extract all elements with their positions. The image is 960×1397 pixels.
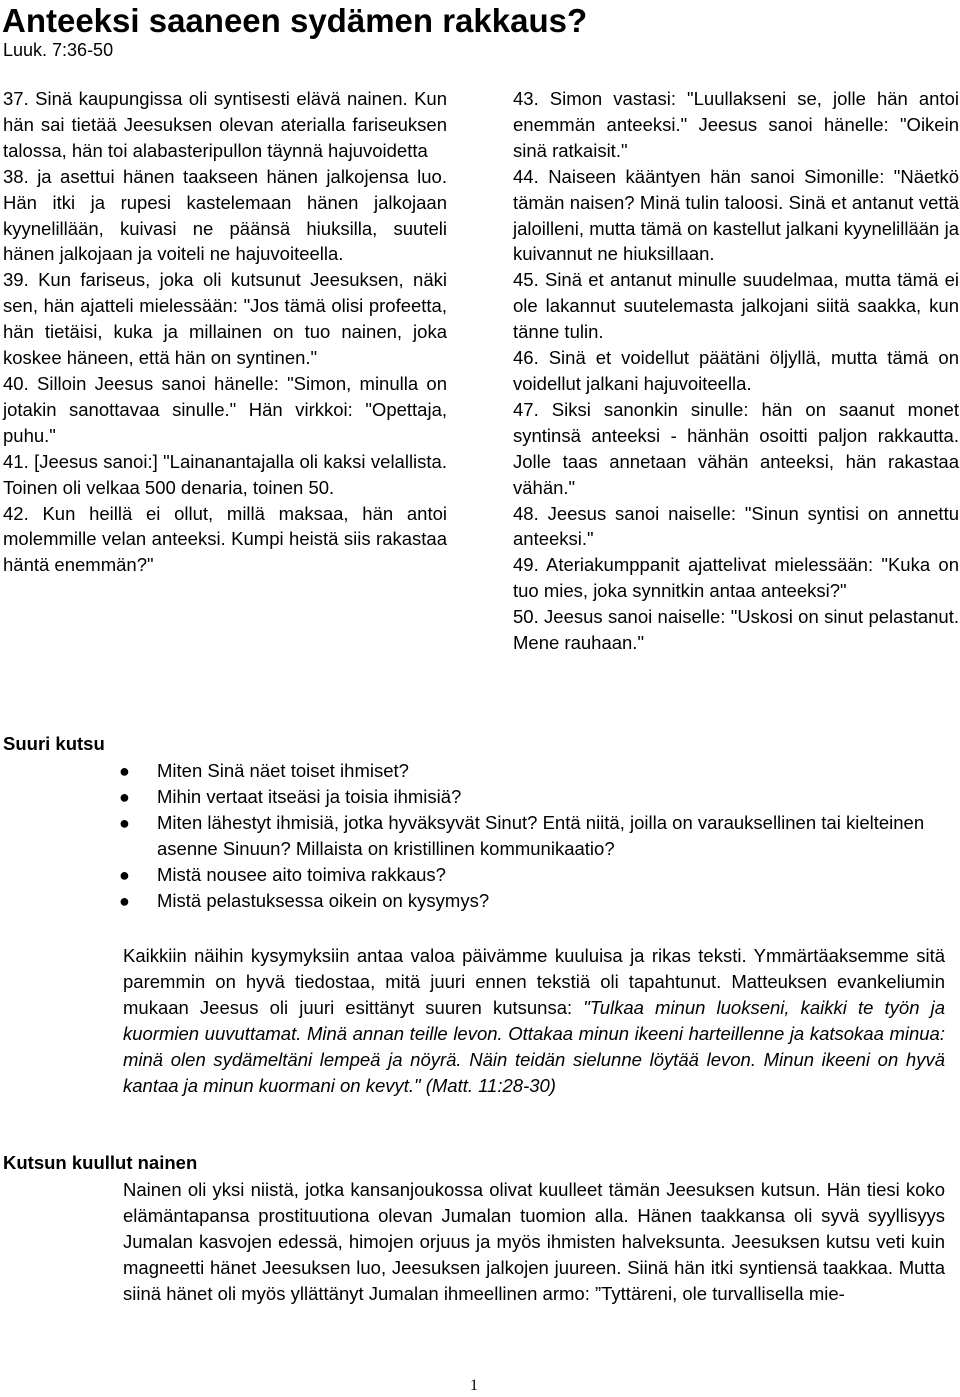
question-text: Miten lähestyt ihmisiä, jotka hyväksyvät Sinut? Entä niitä, joilla on varauksellinen tai kielteinen asenne Sinuun? Millaista on kristillinen kommunikaatio? [157,812,925,859]
verse-38: 38. ja asettui hänen taakseen hänen jalkojensa luo. Hän itki ja rupesi kastelemaan hänen jalkojaan kyynelillään, kuivasi ne päänsä hiuksilla, suuteli hänen jalkojaan ja voiteli ne hajuvoiteella. [3,165,447,265]
list-item [119,888,947,914]
verse-43: 43. Simon vastasi: "Luullakseni se, jolle hän antoi enemmän anteeksi." Jeesus sanoi hänelle: "Oikein sinä ratkaisit." [513,88,959,161]
list-item [119,810,947,862]
list-item [119,758,947,784]
scripture-reference: Luuk. 7:36-50 [3,40,114,60]
bullet-icon: ● [119,891,130,911]
intro-paragraph [123,943,945,1098]
question-text: Mihin vertaat itseäsi ja toisia ihmisiä? [157,786,462,807]
verse-50: 50. Jeesus sanoi naiselle: "Uskosi on sinut pelastanut. Mene rauhaan." [513,606,959,654]
verse-47: 47. Siksi sanonkin sinulle: hän on saanut monet syntinsä anteeksi - hänhän osoitti paljon rakkautta. Jolle taas annetaan vähän anteeksi, hän rakastaa vähän." [513,398,959,498]
verse-48: 48. Jeesus sanoi naiselle: "Sinun syntisi on annettu anteeksi." [513,502,959,550]
question-text: Mistä nousee aito toimiva rakkaus? [157,864,446,885]
list-item [119,784,947,810]
question-text: Miten Sinä näet toiset ihmiset? [157,760,409,781]
bullet-icon: ● [119,761,130,781]
section-heading-suuri-kutsu: Suuri kutsu [3,733,105,754]
verse-39: 39. Kun fariseus, joka oli kutsunut Jeesuksen, näki sen, hän ajatteli mielessään: "Jos tämä olisi profeetta, hän tietäisi, kuka ja millainen on tuo nainen, joka koskee häneen, että hän on syntinen." [3,269,447,369]
bullet-icon: ● [119,813,130,833]
verse-44: 44. Naiseen kääntyen hän sanoi Simonille: "Näetkö tämän naisen? Minä tulin taloosi. Sinä et antanut vettä jaloilleni, mutta tämä on kastellut jalkani kyynelillään ja kuivannut ne hiuksillaan. [513,165,959,265]
matthew-quote: "Tulkaa minun luokseni, kaikki te työn ja kuormien uuvuttamat. Minä annan teille levon. Ottakaa minun ikeeni harteillenne ja katsokaa minua: minä olen sydämeltäni lempeä ja nöyrä. Näin teidän sielunne löytää levon. Minun ikeeni on hyvä kantaa ja minun kuormani on kevyt." (Matt. 11:28-30) [123,996,945,1096]
verse-45: 45. Sinä et antanut minulle suudelmaa, mutta tämä ei ole lakannut suutelemasta jalkojani siitä saakka, kun tänne tulin. [513,269,959,343]
verse-41: 41. [Jeesus sanoi:] "Lainanantajalla oli kaksi velallista. Toinen oli velkaa 500 denaria, toinen 50. [3,450,447,498]
verse-46: 46. Sinä et voidellut päätäni öljyllä, mutta tämä on voidellut jalkani hajuvoiteella. [513,347,959,394]
question-list [119,758,947,914]
page-title: Anteeksi saaneen sydämen rakkaus? [2,2,588,39]
verse-49: 49. Ateriakumppanit ajattelivat mielessään: "Kuka on tuo mies, joka synnitkin antaa anteeksi?" [513,554,959,602]
scripture-column-right [513,86,959,656]
intro-text: Kaikkiin näihin kysymyksiin antaa valoa päivämme kuuluisa ja rikas teksti. Ymmärtäaksemme sitä paremmin on hyvä tiedostaa, mitä juuri ennen tekstiä oli tapahtunut. Matteuksen evankeliumin mukaan Jeesus oli juuri esittänyt suuren kutsunsa: [123,945,945,1018]
verse-37: 37. Sinä kaupungissa oli syntisesti elävä nainen. Kun hän sai tietää Jeesuksen olevan aterialla fariseuksen talossa, hän toi alabasteripullon täynnä hajuvoidetta [3,88,447,161]
scripture-column-left [3,86,447,578]
bullet-icon: ● [119,787,130,807]
list-item [119,862,947,888]
bullet-icon: ● [119,865,130,885]
body-paragraph: Nainen oli yksi niistä, jotka kansanjoukossa olivat kuulleet tämän Jeesuksen kutsun. Hän tiesi koko elämäntapansa prostituutiona olevan Jumalan tuomion alla. Hänen taakkansa oli syvä syyllisyys Jumalan kasvojen edessä, himojen orjuus ja myös ihmisten halveksunta. Jeesuksen kutsu veti kuin magneetti hänet Jeesuksen luo, Jeesuksen jalkojen juureen. Siinä hän itki syntiensä taakkaa. Mutta siinä hänet oli myös yllättänyt Jumalan ihmeellinen armo: ”Tyttäreni, ole turvallisella mie- [123,1179,945,1304]
verse-42: 42. Kun heillä ei ollut, millä maksaa, hän antoi molemmille velan anteeksi. Kumpi heistä siis rakastaa häntä enemmän?" [3,502,447,576]
section-heading-kutsun-kuullut-nainen: Kutsun kuullut nainen [3,1152,198,1173]
question-text: Mistä pelastuksessa oikein on kysymys? [157,890,490,911]
page-number: 1 [470,1377,478,1394]
verse-40: 40. Silloin Jeesus sanoi hänelle: "Simon, minulla on jotakin sanottavaa sinulle." Hän virkkoi: "Opettaja, puhu." [3,372,447,446]
